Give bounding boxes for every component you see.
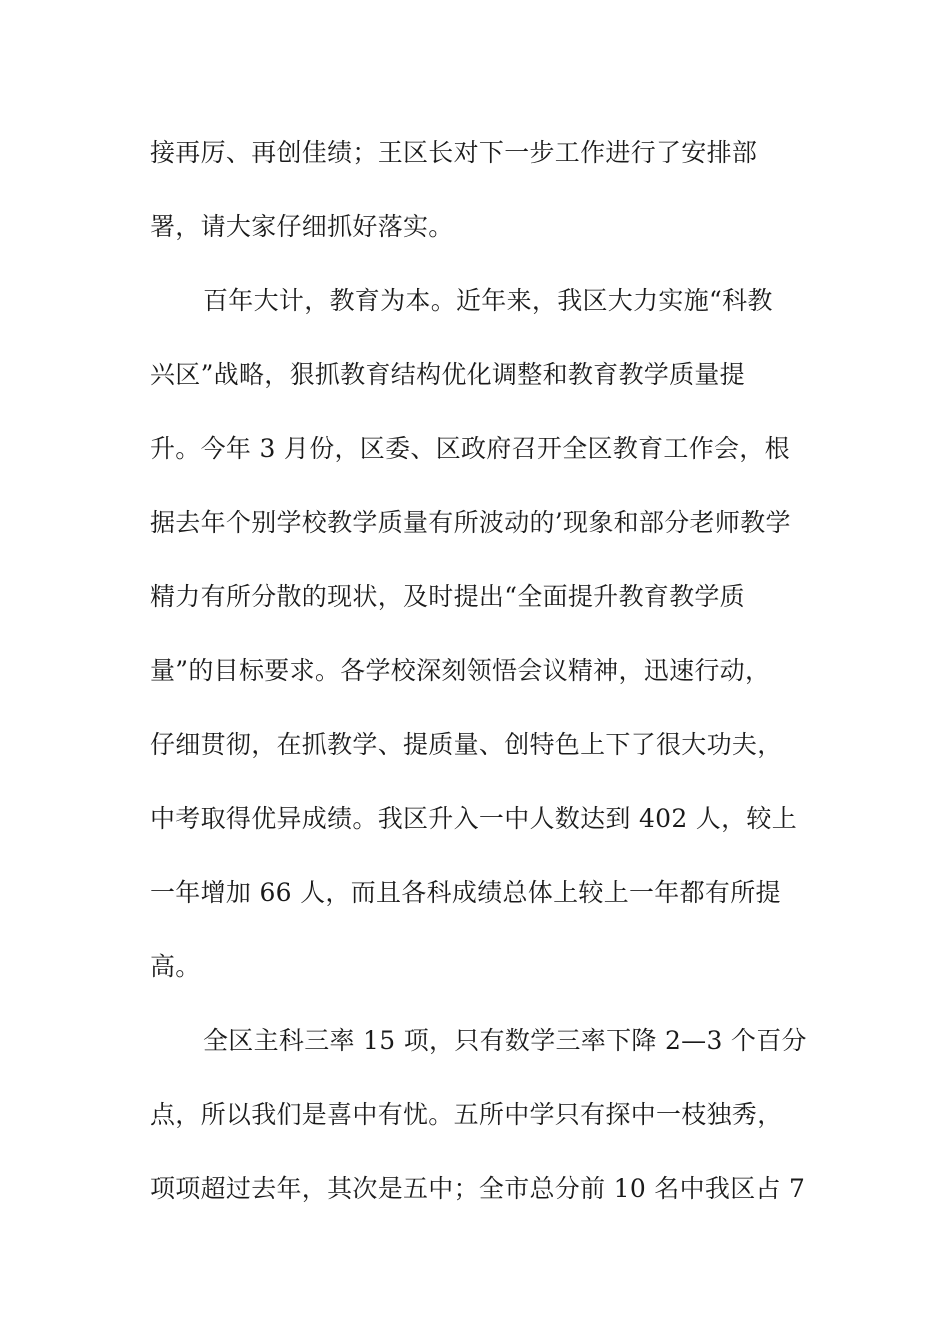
text-line-5: 升。今年 3 月份，区委、区政府召开全区教育工作会，根 bbox=[150, 434, 790, 463]
text-line-1: 接再厉、再创佳绩；王区长对下一步工作进行了安排部 bbox=[150, 138, 758, 167]
text-line-9: 仔细贯彻，在抓教学、提质量、创特色上下了很大功夫， bbox=[150, 730, 783, 759]
text-line-11: 一年增加 66 人，而且各科成绩总体上较上一年都有所提 bbox=[150, 878, 781, 907]
text-line-7: 精力有所分散的现状，及时提出“全面提升教育教学质 bbox=[150, 582, 745, 611]
text-line-2: 署，请大家仔细抓好落实。 bbox=[150, 212, 454, 241]
text-line-10: 中考取得优异成绩。我区升入一中人数达到 402 人，较上 bbox=[150, 804, 798, 833]
text-line-14: 点，所以我们是喜中有忧。五所中学只有探中一枝独秀， bbox=[150, 1100, 783, 1129]
text-line-15: 项项超过去年，其次是五中；全市总分前 10 名中我区占 7 bbox=[150, 1174, 806, 1203]
text-line-8: 量”的目标要求。各学校深刻领悟会议精神，迅速行动， bbox=[150, 656, 771, 685]
text-line-4: 兴区”战略，狠抓教育结构优化调整和教育教学质量提 bbox=[150, 360, 745, 389]
text-line-6: 据去年个别学校教学质量有所波动的’现象和部分老师教学 bbox=[150, 508, 791, 537]
paragraph-start-line: 全区主科三率 15 项，只有数学三率下降 2—3 个百分 bbox=[203, 1026, 807, 1055]
text-line-12: 高。 bbox=[150, 952, 201, 981]
paragraph-start-line: 百年大计，教育为本。近年来，我区大力实施“科教 bbox=[203, 286, 773, 315]
